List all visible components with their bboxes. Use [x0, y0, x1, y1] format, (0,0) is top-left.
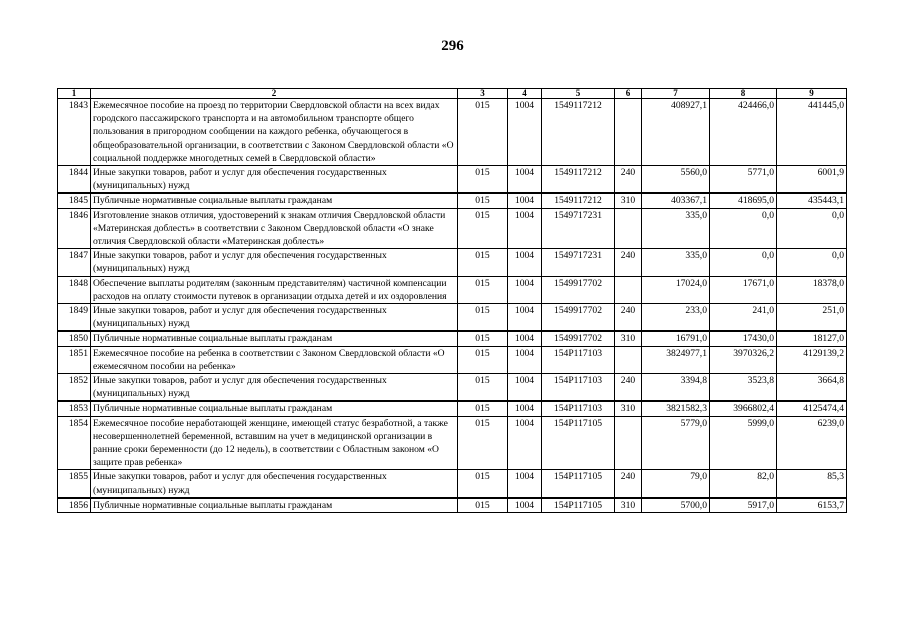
expense-type-cell: 310 [615, 193, 642, 208]
amount-year2-cell: 17430,0 [710, 331, 777, 346]
header-cell: 3 [458, 89, 508, 99]
amount-year3-cell: 6001,9 [777, 166, 847, 194]
target-code-cell: 1549117212 [542, 99, 615, 166]
row-name-cell: Публичные нормативные социальные выплаты гражданам [91, 498, 458, 513]
amount-year3-cell: 0,0 [777, 249, 847, 276]
expense-type-cell: 310 [615, 498, 642, 513]
table-row [58, 401, 847, 416]
amount-year3-cell: 441445,0 [777, 99, 847, 166]
ministry-code-cell: 015 [458, 401, 508, 416]
amount-year3-cell: 251,0 [777, 304, 847, 332]
ministry-code-cell: 015 [458, 331, 508, 346]
section-code-cell: 1004 [508, 304, 542, 332]
section-code-cell: 1004 [508, 416, 542, 470]
table-row [58, 166, 847, 194]
amount-year3-cell: 4129139,2 [777, 346, 847, 373]
amount-year2-cell: 241,0 [710, 304, 777, 332]
table-row [58, 374, 847, 402]
row-number-cell: 1849 [58, 304, 91, 332]
amount-year2-cell: 3970326,2 [710, 346, 777, 373]
row-name-cell: Ежемесячное пособие на ребенка в соответствии с Законом Свердловской области «О ежемесячном пособии на ребенка» [91, 346, 458, 373]
target-code-cell: 1549717231 [542, 249, 615, 276]
target-code-cell: 154P117103 [542, 346, 615, 373]
amount-year1-cell: 5700,0 [642, 498, 710, 513]
row-number-cell: 1852 [58, 374, 91, 402]
expense-type-cell: 240 [615, 166, 642, 194]
section-code-cell: 1004 [508, 99, 542, 166]
row-number-cell: 1850 [58, 331, 91, 346]
header-cell: 5 [542, 89, 615, 99]
table-row [58, 99, 847, 166]
section-code-cell: 1004 [508, 193, 542, 208]
target-code-cell: 154P117105 [542, 498, 615, 513]
table-row [58, 470, 847, 498]
row-name-cell: Ежемесячное пособие на проезд по территории Свердловской области на всех видах городского пассажирского транспорта и на автомобильном транспорте общего пользования в пригородном сообщении на каждого ребенка, обучающегося в общеобразовательной организации, в соответствии с Законом Свердловской области «О социальной поддержке многодетных семей в Свердловской области» [91, 99, 458, 166]
section-code-cell: 1004 [508, 249, 542, 276]
row-name-cell: Иные закупки товаров, работ и услуг для обеспечения государственных (муниципальных) нужд [91, 304, 458, 332]
header-cell: 1 [58, 89, 91, 99]
amount-year3-cell: 18378,0 [777, 276, 847, 303]
expense-type-cell: 240 [615, 470, 642, 498]
amount-year1-cell: 5779,0 [642, 416, 710, 470]
expense-type-cell [615, 276, 642, 303]
ministry-code-cell: 015 [458, 99, 508, 166]
table-row [58, 208, 847, 249]
amount-year3-cell: 85,3 [777, 470, 847, 498]
amount-year2-cell: 17671,0 [710, 276, 777, 303]
header-cell: 8 [710, 89, 777, 99]
row-number-cell: 1847 [58, 249, 91, 276]
row-number-cell: 1854 [58, 416, 91, 470]
page-number: 296 [441, 38, 464, 54]
amount-year2-cell: 0,0 [710, 249, 777, 276]
row-name-cell: Публичные нормативные социальные выплаты гражданам [91, 401, 458, 416]
table-row [58, 249, 847, 276]
target-code-cell: 1549917702 [542, 276, 615, 303]
section-code-cell: 1004 [508, 276, 542, 303]
expense-type-cell: 240 [615, 249, 642, 276]
target-code-cell: 1549117212 [542, 166, 615, 194]
header-row [58, 89, 847, 99]
row-name-cell: Иные закупки товаров, работ и услуг для обеспечения государственных (муниципальных) нужд [91, 374, 458, 402]
amount-year2-cell: 5917,0 [710, 498, 777, 513]
ministry-code-cell: 015 [458, 416, 508, 470]
ministry-code-cell: 015 [458, 193, 508, 208]
amount-year2-cell: 418695,0 [710, 193, 777, 208]
row-number-cell: 1853 [58, 401, 91, 416]
section-code-cell: 1004 [508, 498, 542, 513]
target-code-cell: 1549117212 [542, 193, 615, 208]
section-code-cell: 1004 [508, 401, 542, 416]
row-name-cell: Обеспечение выплаты родителям (законным представителям) частичной компенсации расходов на оплату стоимости путевок в организации отдыха детей и их оздоровления [91, 276, 458, 303]
table-row [58, 193, 847, 208]
header-cell: 4 [508, 89, 542, 99]
row-name-cell: Публичные нормативные социальные выплаты гражданам [91, 331, 458, 346]
row-number-cell: 1846 [58, 208, 91, 249]
ministry-code-cell: 015 [458, 470, 508, 498]
target-code-cell: 1549917702 [542, 331, 615, 346]
budget-table [57, 88, 847, 513]
table-row [58, 331, 847, 346]
amount-year2-cell: 3523,8 [710, 374, 777, 402]
row-number-cell: 1855 [58, 470, 91, 498]
amount-year2-cell: 0,0 [710, 208, 777, 249]
amount-year3-cell: 18127,0 [777, 331, 847, 346]
header-cell: 2 [91, 89, 458, 99]
row-name-cell: Иные закупки товаров, работ и услуг для обеспечения государственных (муниципальных) нужд [91, 470, 458, 498]
amount-year1-cell: 403367,1 [642, 193, 710, 208]
section-code-cell: 1004 [508, 346, 542, 373]
section-code-cell: 1004 [508, 374, 542, 402]
section-code-cell: 1004 [508, 331, 542, 346]
row-number-cell: 1851 [58, 346, 91, 373]
target-code-cell: 154P117103 [542, 374, 615, 402]
amount-year3-cell: 4125474,4 [777, 401, 847, 416]
amount-year2-cell: 3966802,4 [710, 401, 777, 416]
target-code-cell: 1549717231 [542, 208, 615, 249]
ministry-code-cell: 015 [458, 208, 508, 249]
table-row [58, 346, 847, 373]
amount-year1-cell: 3394,8 [642, 374, 710, 402]
expense-type-cell [615, 416, 642, 470]
expense-type-cell: 310 [615, 331, 642, 346]
section-code-cell: 1004 [508, 470, 542, 498]
header-cell: 9 [777, 89, 847, 99]
row-name-cell: Изготовление знаков отличия, удостоверений к знакам отличия Свердловской области «Материнская доблесть» в соответствии с Законом Свердловской области «О знаке отличия Свердловской области «Материнская доблесть» [91, 208, 458, 249]
amount-year3-cell: 0,0 [777, 208, 847, 249]
table-row [58, 498, 847, 513]
amount-year3-cell: 6153,7 [777, 498, 847, 513]
row-name-cell: Ежемесячное пособие неработающей женщине, имеющей статус безработной, а также несовершеннолетней беременной, вставшим на учет в медицинской организации в ранние сроки беременности (до 12 недель), в соответствии с Областным законом «О защите прав ребенка» [91, 416, 458, 470]
amount-year1-cell: 3824977,1 [642, 346, 710, 373]
ministry-code-cell: 015 [458, 346, 508, 373]
row-number-cell: 1856 [58, 498, 91, 513]
row-name-cell: Иные закупки товаров, работ и услуг для обеспечения государственных (муниципальных) нужд [91, 166, 458, 194]
header-cell: 7 [642, 89, 710, 99]
amount-year1-cell: 3821582,3 [642, 401, 710, 416]
amount-year2-cell: 82,0 [710, 470, 777, 498]
amount-year1-cell: 233,0 [642, 304, 710, 332]
amount-year1-cell: 335,0 [642, 249, 710, 276]
amount-year2-cell: 424466,0 [710, 99, 777, 166]
ministry-code-cell: 015 [458, 374, 508, 402]
row-number-cell: 1845 [58, 193, 91, 208]
row-number-cell: 1844 [58, 166, 91, 194]
row-name-cell: Иные закупки товаров, работ и услуг для обеспечения государственных (муниципальных) нужд [91, 249, 458, 276]
target-code-cell: 154P117103 [542, 401, 615, 416]
expense-type-cell: 240 [615, 374, 642, 402]
amount-year2-cell: 5771,0 [710, 166, 777, 194]
section-code-cell: 1004 [508, 208, 542, 249]
amount-year1-cell: 17024,0 [642, 276, 710, 303]
table-row [58, 276, 847, 303]
table-row [58, 304, 847, 332]
amount-year1-cell: 5560,0 [642, 166, 710, 194]
expense-type-cell [615, 346, 642, 373]
table-body [58, 99, 847, 513]
ministry-code-cell: 015 [458, 276, 508, 303]
amount-year3-cell: 435443,1 [777, 193, 847, 208]
target-code-cell: 154P117105 [542, 470, 615, 498]
ministry-code-cell: 015 [458, 166, 508, 194]
target-code-cell: 1549917702 [542, 304, 615, 332]
ministry-code-cell: 015 [458, 249, 508, 276]
section-code-cell: 1004 [508, 166, 542, 194]
amount-year1-cell: 79,0 [642, 470, 710, 498]
target-code-cell: 154P117105 [542, 416, 615, 470]
amount-year3-cell: 6239,0 [777, 416, 847, 470]
ministry-code-cell: 015 [458, 304, 508, 332]
row-number-cell: 1843 [58, 99, 91, 166]
expense-type-cell: 240 [615, 304, 642, 332]
amount-year1-cell: 335,0 [642, 208, 710, 249]
table-row [58, 416, 847, 470]
header-cell: 6 [615, 89, 642, 99]
expense-type-cell [615, 208, 642, 249]
row-number-cell: 1848 [58, 276, 91, 303]
amount-year3-cell: 3664,8 [777, 374, 847, 402]
row-name-cell: Публичные нормативные социальные выплаты гражданам [91, 193, 458, 208]
expense-type-cell: 310 [615, 401, 642, 416]
amount-year1-cell: 16791,0 [642, 331, 710, 346]
ministry-code-cell: 015 [458, 498, 508, 513]
expense-type-cell [615, 99, 642, 166]
amount-year2-cell: 5999,0 [710, 416, 777, 470]
amount-year1-cell: 408927,1 [642, 99, 710, 166]
